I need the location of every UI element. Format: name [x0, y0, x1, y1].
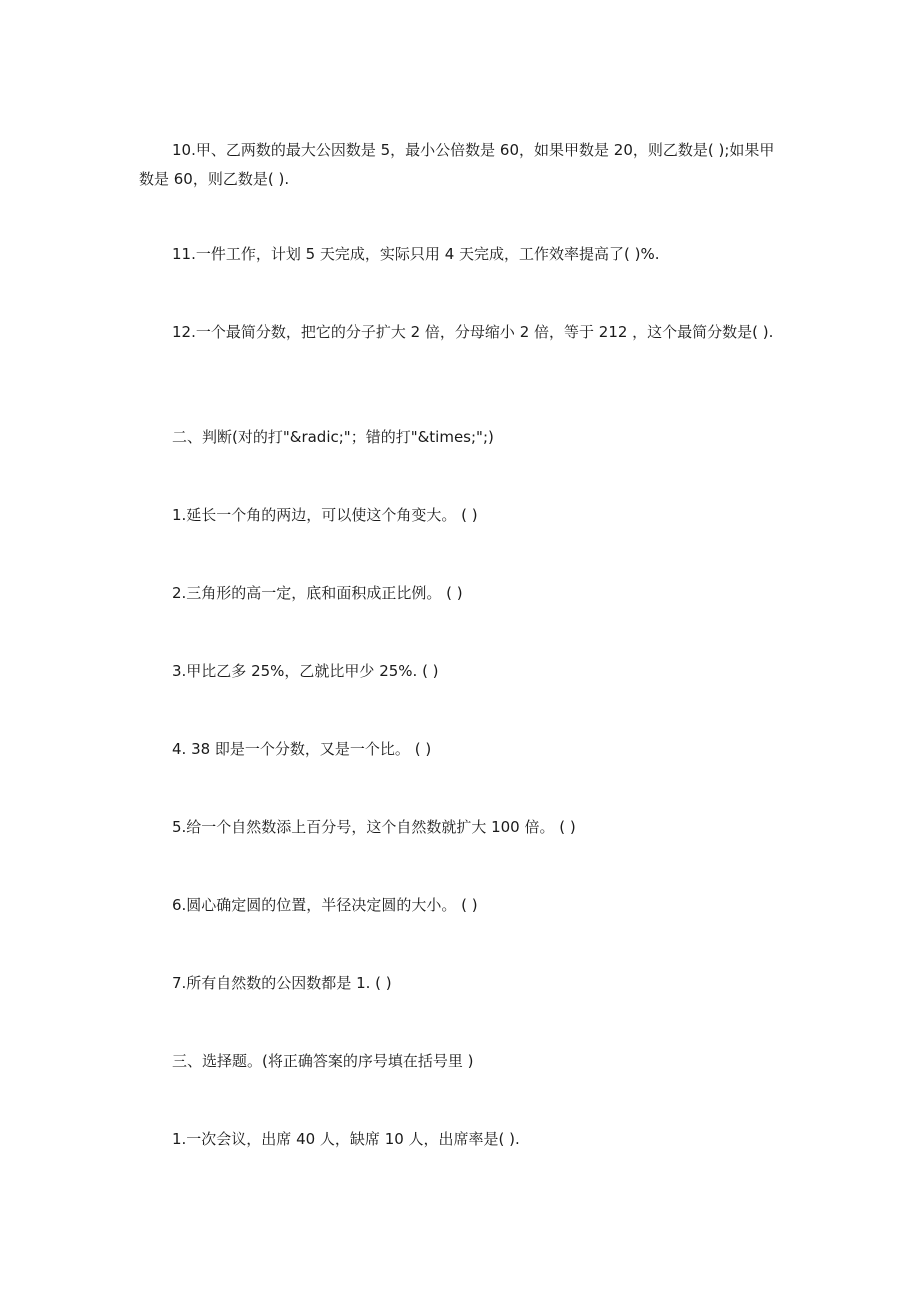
choice-item-1: 1.一次会议，出席 40 人，缺席 10 人，出席率是( ).: [172, 1130, 520, 1148]
judgement-item-5: 5.给一个自然数添上百分号，这个自然数就扩大 100 倍。 ( ): [172, 818, 576, 836]
judgement-item-3: 3.甲比乙多 25%，乙就比甲少 25%. ( ): [172, 662, 439, 680]
judgement-item-1: 1.延长一个角的两边，可以使这个角变大。 ( ): [172, 506, 478, 524]
question-11: 11.一件工作，计划 5 天完成，实际只用 4 天完成，工作效率提高了( )%.: [172, 245, 660, 263]
judgement-item-6: 6.圆心确定圆的位置，半径决定圆的大小。 ( ): [172, 896, 478, 914]
question-12: 12.一个最简分数，把它的分子扩大 2 倍，分母缩小 2 倍，等于 212 ，这个最简分数是( ).: [172, 323, 774, 341]
section-two-heading: 二、判断(对的打"&radic;"；错的打"&times;";): [172, 428, 494, 446]
judgement-item-2: 2.三角形的高一定，底和面积成正比例。 ( ): [172, 584, 463, 602]
section-three-heading: 三、选择题。(将正确答案的序号填在括号里 ): [172, 1052, 474, 1070]
judgement-item-7: 7.所有自然数的公因数都是 1. ( ): [172, 974, 392, 992]
judgement-item-4: 4. 38 即是一个分数，又是一个比。 ( ): [172, 740, 432, 758]
question-10: 10.甲、乙两数的最大公因数是 5，最小公倍数是 60，如果甲数是 20，则乙数是( );如果甲数是 60，则乙数是( ).: [139, 141, 775, 188]
